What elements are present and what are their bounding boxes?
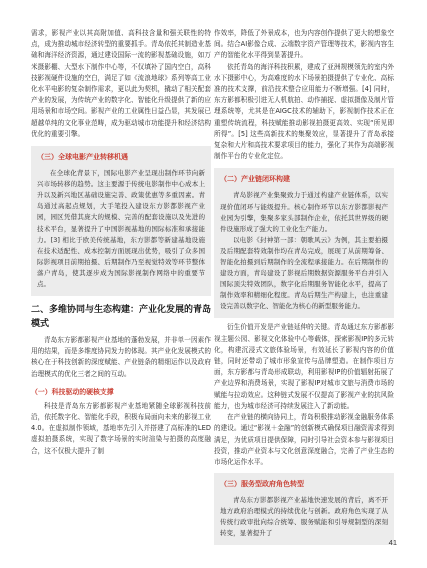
body-paragraph: 科技是青岛东方影都影视产业基地紧随全球影视科技前沿，依托数字化、智能化手段，积极布局面向未来的影视工业4.0。在虚拟制作领域，基地率先引入并搭建了高标准的LED虚拟拍摄系统，实现了数字场景的实时渲染与拍摄的高度融合，这不仅极大提升了制 [31, 401, 211, 455]
page-number: 41 [388, 538, 397, 547]
box-paragraph: 以电影《封神第一部：朝歌风云》为例，其主要拍摄及后期配套特效制作均在青岛完成，展现了从前期筹备、智能化拍摄到后期制作的全流程承接能力。在后期制作的建设方面，青岛建设了影视后期数据资源服务平台并引入国际顶尖特效团队，数字化后期服务智能化水平，提高了制作效率和精细化程度。青岛后期生产构建上，也注重建设完善以数字化、智能化为核心的新型服务能力。 [220, 235, 388, 311]
box-paragraph: 青岛东方影都影视产业基地快速发展的背后，离不开地方政府治理模式的持续优化与创新。政府角色实现了从传统行政审批向综合统筹、服务赋能和引导规制型的深刻转变，显著提升了 [220, 496, 388, 538]
body-paragraph: 依托青岛的海洋科技积累，建成了亚洲规模领先的室内外水下摄影中心，为高难度的水下场景拍摄提供了专业化、高标准的技术支撑，前沿技术整合应用能力不断增强。[4] 同时，东方影都积极引进无人机航拍、动作捕捉、虚拟摄像及制片管理系统等，尤其是在AIGC技术的辅助下，影视制作技术正在重塑传统流程，科技赋能推动影视拍摄更高效、实现“所见即所得”。[5] 这些高新技术的集聚效应，显著提升了青岛承接复杂和大片和高技术要求项目的能力，强化了其作为高端影视制作平台的专业化定位。 [214, 62, 394, 161]
section-heading: 二、多维协同与生态构建：产业化发展的青岛模式 [31, 305, 212, 330]
left-column [31, 28, 211, 457]
right-column [214, 28, 394, 545]
box-title: （三）服务型政府角色转型 [220, 480, 304, 489]
box-paragraph: 青岛影视产业集聚致力于通过构建产业链体系，以实现价值闭环与能级提升。核心制作环节以东方影都影视产业园为引擎，集聚多家头部制作企业，依托其世界级的硬件设施形成了强大的工业化生产能力。 [220, 191, 388, 233]
body-paragraph: 青岛东方影都影视产业基地的蓬勃发展，并非单一因素作用的结果，而是多维度协同发力的体现。其产业化发展模式的核心在于科技创新的深度赋能、产业链条的精细运作以及政府治理模式的优化三者之间的互动。 [31, 336, 211, 378]
sidebar-box-film-industry-transfer [31, 146, 211, 296]
subsection-heading: （一）科技驱动的硬核支撑 [31, 387, 114, 396]
body-paragraph: 在产业链的横向协同上，青岛积极推动影视金融服务体系的建设。通过“影视＋金融”的创新模式确保项目融资需求得到满足，为优质项目提供保障，同时引导社会资本参与影视项目投资，推动产业资本与文化创意深度融合，完善了产业生态的市场化运作水平。 [214, 413, 394, 466]
body-paragraph: 衍生价值开发是产业链延伸的关键。青岛通过东方影都影视主题公园、影视文化体验中心等载体，探索影视IP的多元转化，构建沉浸式文旅体验场景，有效延长了影视内容的价值链，同时还带动了城市形象宣传与品牌塑造。在制作项目方面，东方影都与青岛形成联动，利用影视IP的价值辐射拓展了产业边界和消费场景，实现了影视IP对城市文旅与消费市场的赋能与拉动效应。这种链式发展不仅提高了影视产业的抗风险能力，也为城市经济可持续发展注入了新动能。 [214, 323, 394, 410]
body-paragraph: 需求，影视产业以其高附加值、高科技含量和强关联性的特点，成为推动城市经济转型的重要抓手。青岛依托其制造业基础和海洋经济资源，通过建设国际一流的影视基础设施，如万米摄影棚、大型水下制作中心等，不仅填补了国内空白，高科技影视硬件设施的空白，满足了如《流浪地球》系列等高工业化水平电影的复杂制作需求，更以此为契机，撬动了相关配套产业的发展，为传统产业的数字化、智能化升级提供了新的应用场景和市场空间。影视产业的工业属性日益凸显，其发展已超越单纯的文化事业范畴，成为驱动城市功能提升和经济结构优化的重要引擎。 [31, 29, 211, 138]
box-title: （二）产业链闭环构建 [220, 175, 290, 184]
box-title: （三）全球电影产业转移机遇 [37, 153, 128, 162]
sidebar-box-industry-chain [214, 168, 394, 318]
box-paragraph: 在全球化背景下，国际电影产业呈现出制作环节向新兴市场转移的趋势。这主要源于传统电影制作中心成本上升以及新兴地区基础设施完善、政策优惠等多重因素。青岛通过高起点规划，大手笔投入建设东方影都影视产业园，园区凭借其庞大的规模、完善的配套设施以及先进的技术平台，显著提升了中国影视基地的国际标准和承接能力。[3] 相比于欧美传统基地，东方影都等新建基地设施在技术适配性、成本控制方面展现出优势，吸引了众多国际影视项目前期拍摄、后期制作乃至视觉特效等环节整体落户青岛，使其逐步成为国际影视制作网络中的重要节点。 [37, 169, 205, 288]
body-paragraph: 作效率，降低了外景成本，也为内容创作提供了更大的想象空间。结合AI影像合成、云端数字资产管理等技术，影视内容生产的智能化水平得到显著提升。 [214, 29, 394, 60]
sidebar-box-government-role [214, 473, 394, 545]
